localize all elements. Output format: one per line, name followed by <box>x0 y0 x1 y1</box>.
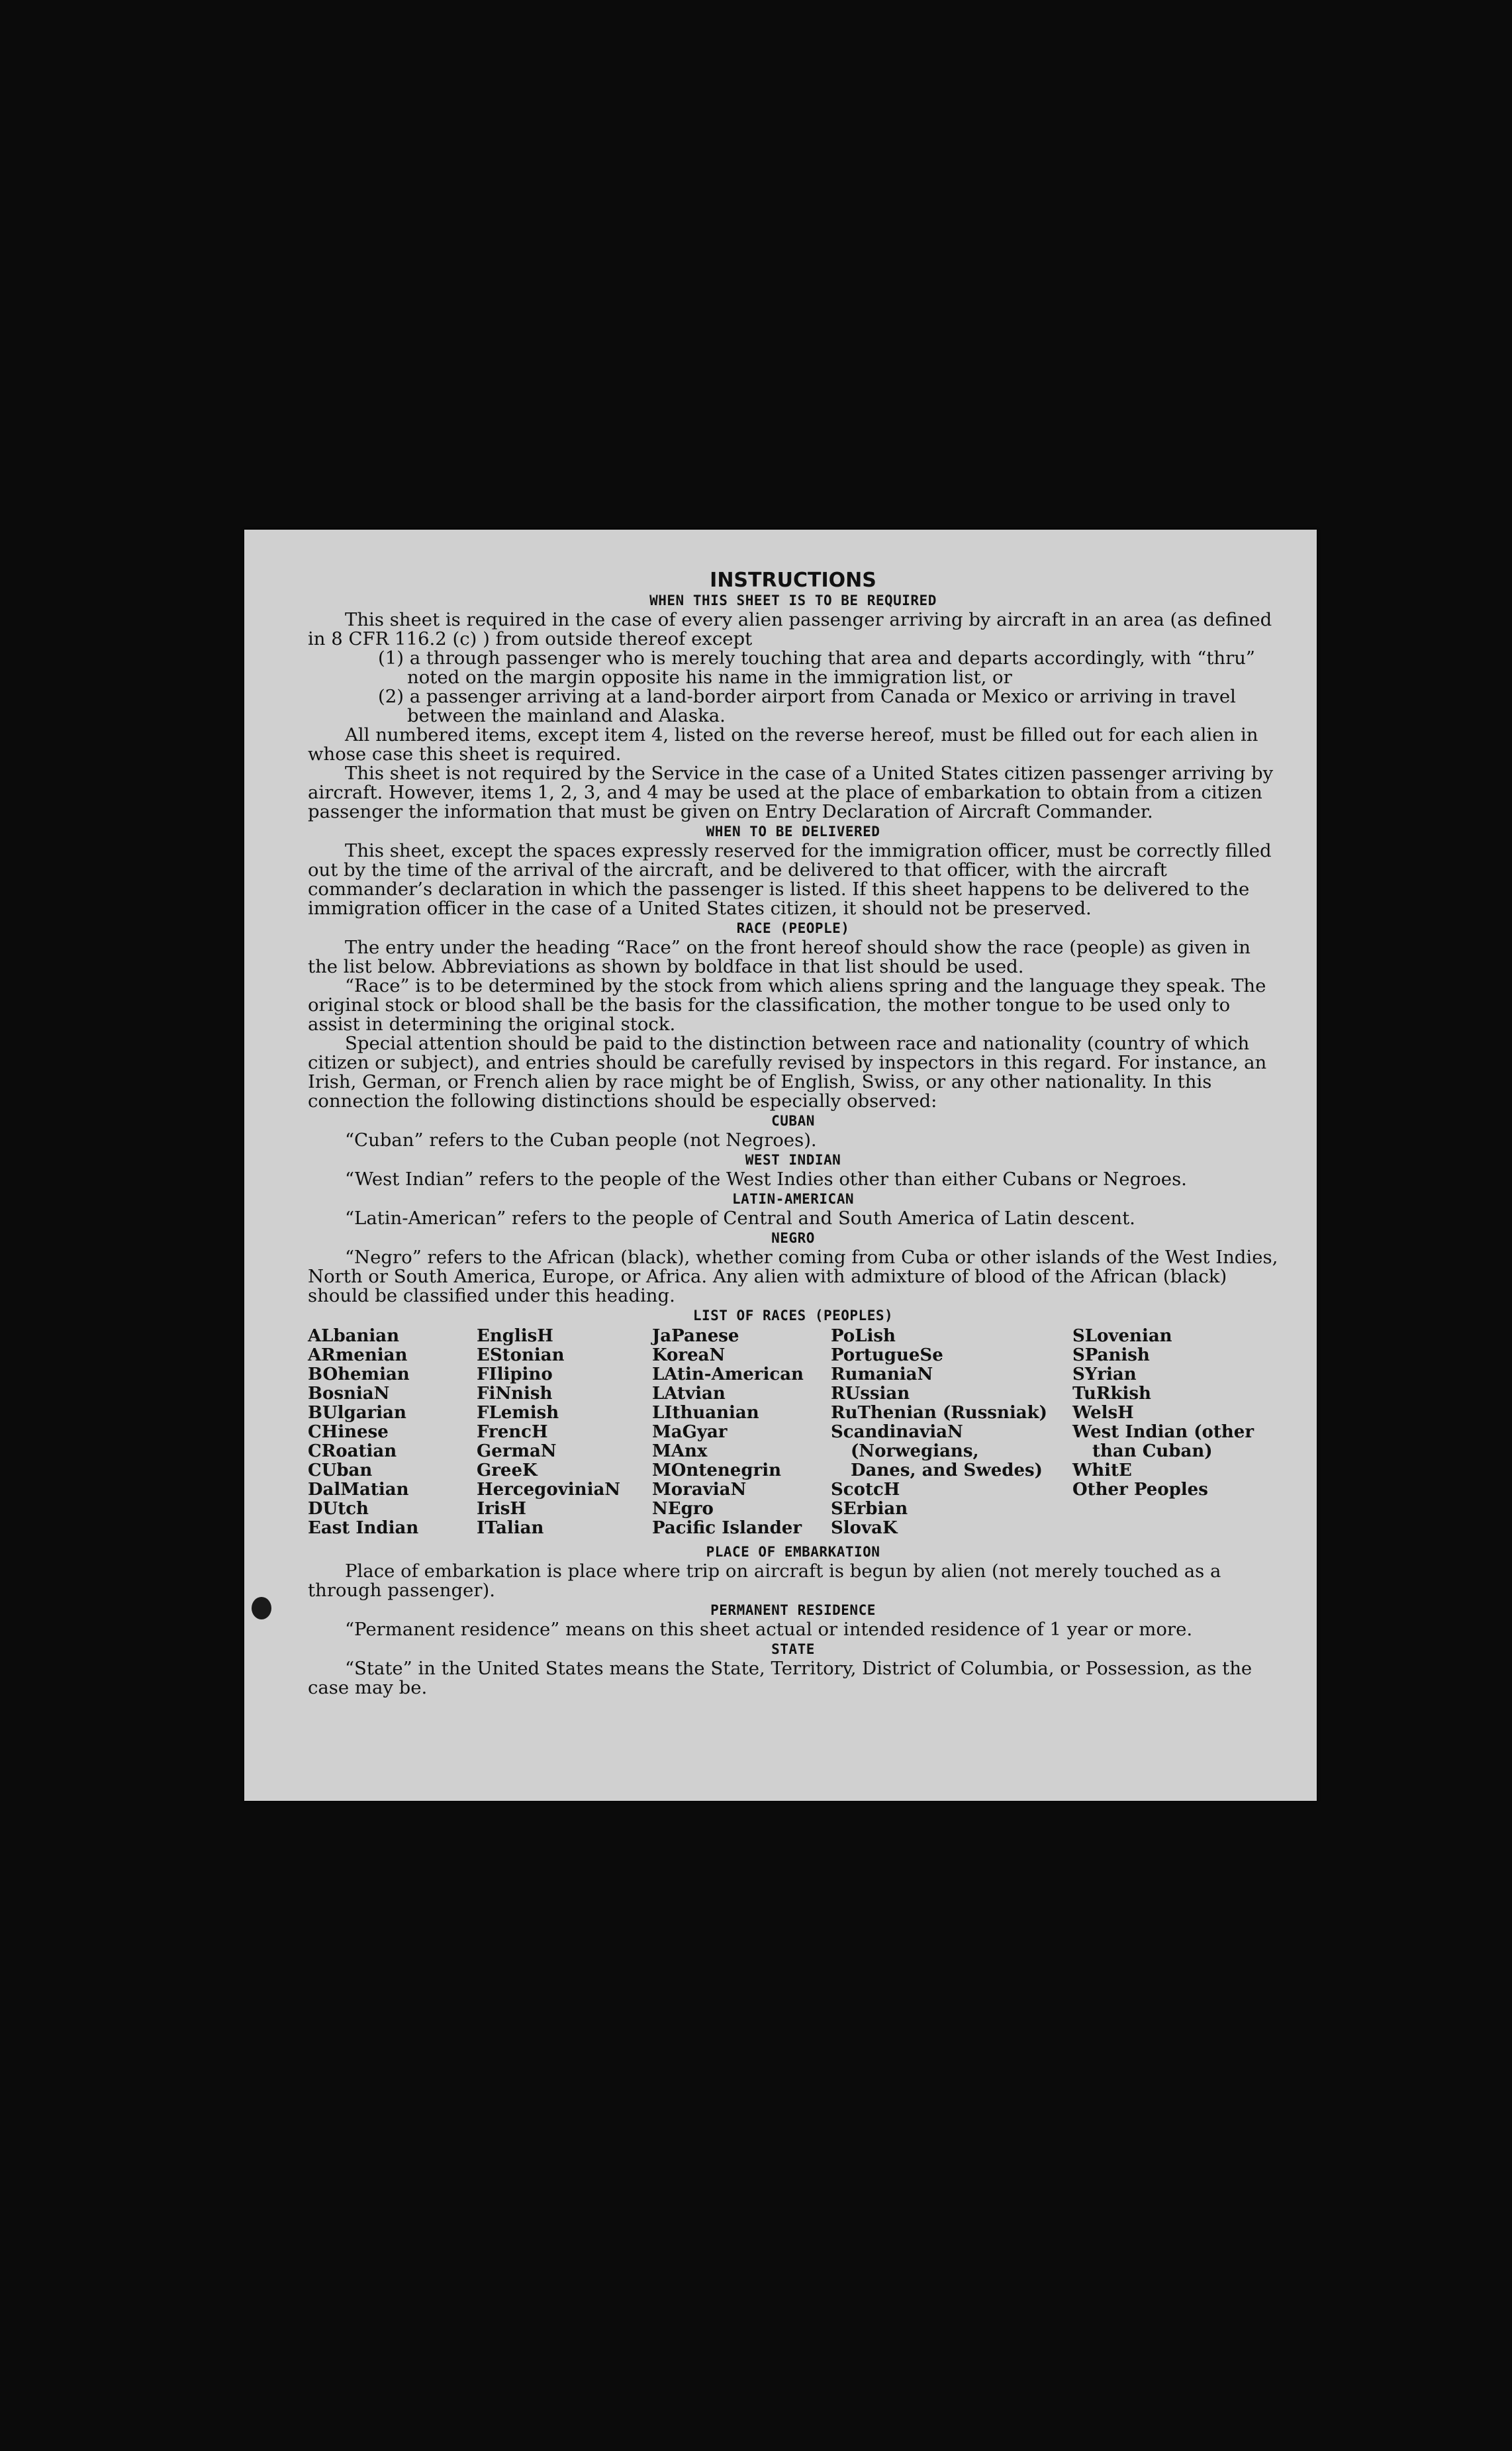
race-entry: BUlgarian <box>308 1403 406 1423</box>
races-column <box>831 1327 1072 1538</box>
section-heading-race: RACE (PEOPLE) <box>736 920 850 936</box>
race-entry: EStonian <box>477 1345 565 1365</box>
section-heading-cuban: CUBAN <box>771 1113 815 1129</box>
race-entry: DalMatian <box>308 1480 409 1500</box>
races-list-heading: LIST OF RACES (PEOPLES) <box>692 1308 894 1323</box>
race-entry: BOhemian <box>308 1365 410 1384</box>
race-entry: FLemish <box>477 1403 559 1423</box>
paragraph: “Permanent residence” means on this sheet actual or intended residence of 1 year or more. <box>345 1619 1193 1640</box>
race-entry: BosniaN <box>308 1384 390 1404</box>
paragraph: “Cuban” refers to the Cuban people (not Negroes). <box>345 1129 817 1151</box>
paragraph: Place of embarkation is place where trip on aircraft is begun by alien (not merely touched as a through passenger). <box>308 1561 1221 1601</box>
section-heading-west-indian: WEST INDIAN <box>745 1152 841 1168</box>
races-column <box>477 1327 652 1538</box>
race-entry: DUtch <box>308 1499 369 1519</box>
race-entry: CHinese <box>308 1422 389 1442</box>
race-entry: HercegoviniaN <box>477 1480 621 1500</box>
race-entry: Other Peoples <box>1072 1480 1208 1500</box>
race-entry: Pacific Islander <box>652 1518 802 1538</box>
race-entry: LIthuanian <box>652 1403 759 1423</box>
race-entry: SErbian <box>831 1499 908 1519</box>
race-entry: IrisH <box>477 1499 526 1519</box>
paragraph: This sheet is required in the case of every alien passenger arriving by aircraft in an area (as defined in 8 CFR 116.2 (c) ) from outside thereof except <box>308 609 1272 649</box>
race-entry: WelsH <box>1072 1403 1134 1423</box>
instruction-sheet <box>244 530 1317 1801</box>
race-entry: WhitE <box>1072 1461 1132 1480</box>
race-entry: FrencH <box>477 1422 548 1442</box>
race-entry: JaPanese <box>652 1326 739 1346</box>
race-entry: RuThenian (Russniak) <box>831 1403 1047 1423</box>
races-column <box>652 1327 831 1538</box>
race-entry: RUssian <box>831 1384 910 1404</box>
race-entry: SYrian <box>1072 1365 1137 1384</box>
section-heading-state: STATE <box>771 1641 815 1657</box>
race-entry: GreeK <box>477 1461 538 1480</box>
race-entry: SlovaK <box>831 1518 898 1538</box>
race-entry: EnglisH <box>477 1326 553 1346</box>
races-column <box>308 1327 477 1538</box>
race-entry: MOntenegrin <box>652 1461 781 1480</box>
list-item: (1) a through passenger who is merely touching that area and departs accordingly, with “thru” noted on the margin opposite his name in the immigration list, or <box>378 648 1255 688</box>
paragraph: “Race” is to be determined by the stock from which aliens spring and the language they speak. The original stock or blood shall be the basis for the classification, the mother tongue to be used only to assist in determining the original stock. <box>308 975 1266 1035</box>
race-entry: SPanish <box>1072 1345 1150 1365</box>
race-entry: TuRkish <box>1072 1384 1151 1404</box>
race-entry: MaGyar <box>652 1422 728 1442</box>
race-entry: ScotcH <box>831 1480 900 1500</box>
race-entry: PortugueSe <box>831 1345 943 1365</box>
race-entry: ARmenian <box>308 1345 408 1365</box>
race-entry: GermaN <box>477 1441 557 1461</box>
race-entry: FIlipino <box>477 1365 553 1384</box>
paragraph: All numbered items, except item 4, listed on the reverse hereof, must be filled out for each alien in whose case this sheet is required. <box>308 724 1258 765</box>
races-list <box>308 1327 1278 1538</box>
race-entry: ITalian <box>477 1518 544 1538</box>
section-heading-latin-american: LATIN-AMERICAN <box>732 1191 854 1207</box>
paragraph: The entry under the heading “Race” on the front hereof should show the race (people) as given in the list below. Abbreviations as shown by boldface in that list should be used. <box>308 937 1251 977</box>
section-heading-permanent-residence: PERMANENT RESIDENCE <box>710 1602 876 1618</box>
race-entry: East Indian <box>308 1518 419 1538</box>
list-item: (2) a passenger arriving at a land-border airport from Canada or Mexico or arriving in travel between the mainland and Alaska. <box>378 686 1236 726</box>
section-heading-when-delivered: WHEN TO BE DELIVERED <box>706 824 880 840</box>
paragraph: This sheet is not required by the Service in the case of a United States citizen passenger arriving by aircraft. However, items 1, 2, 3, and 4 may be used at the place of embarkation to obtain from a citizen passenger the information that must be given on Entry Declaration of Aircraft Commander. <box>308 763 1274 822</box>
section-heading-negro: NEGRO <box>771 1230 815 1246</box>
race-entry: LAtin-American <box>652 1365 804 1384</box>
section-heading-when-required: WHEN THIS SHEET IS TO BE REQUIRED <box>649 593 937 608</box>
ink-blot <box>252 1597 271 1619</box>
race-entry: ScandinaviaN (Norwegians, Danes, and Swedes) <box>831 1422 1043 1480</box>
races-column <box>1072 1327 1264 1538</box>
section-heading-place-of-embarkation: PLACE OF EMBARKATION <box>706 1544 880 1560</box>
paragraph: This sheet, except the spaces expressly reserved for the immigration officer, must be correctly filled out by the time of the arrival of the aircraft, and be delivered to that officer, with the aircraft commander’s declaration in which the passenger is listed. If this sheet happens to be delivered to the immigration officer in the case of a United States citizen, it should not be preserved. <box>308 840 1272 919</box>
race-entry: CUban <box>308 1461 373 1480</box>
paragraph: Special attention should be paid to the distinction between race and nationality (country of which citizen or subject), and entries should be carefully revised by inspectors in this regard. For instance, an Irish, German, or French alien by race might be of English, Swiss, or any other nationality. In this connection the following distinctions should be especially observed: <box>308 1033 1267 1112</box>
race-entry: MoraviaN <box>652 1480 747 1500</box>
race-entry: NEgro <box>652 1499 714 1519</box>
page-title: INSTRUCTIONS <box>710 569 876 592</box>
race-entry: LAtvian <box>652 1384 726 1404</box>
race-entry: MAnx <box>652 1441 708 1461</box>
paragraph: “Negro” refers to the African (black), whether coming from Cuba or other islands of the West Indies, North or South America, Europe, or Africa. Any alien with admixture of blood of the African (black) should be classified under this heading. <box>308 1247 1278 1306</box>
paragraph: “West Indian” refers to the people of the West Indies other than either Cubans or Negroes. <box>345 1169 1187 1190</box>
race-entry: West Indian (other than Cuban) <box>1072 1422 1254 1461</box>
race-entry: ALbanian <box>308 1326 400 1346</box>
paragraph: “Latin-American” refers to the people of Central and South America of Latin descent. <box>345 1208 1135 1229</box>
race-entry: FiNnish <box>477 1384 553 1404</box>
race-entry: KoreaN <box>652 1345 726 1365</box>
race-entry: CRoatian <box>308 1441 397 1461</box>
race-entry: SLovenian <box>1072 1326 1172 1346</box>
paragraph: “State” in the United States means the State, Territory, District of Columbia, or Possession, as the case may be. <box>308 1658 1252 1698</box>
race-entry: PoLish <box>831 1326 896 1346</box>
race-entry: RumaniaN <box>831 1365 933 1384</box>
